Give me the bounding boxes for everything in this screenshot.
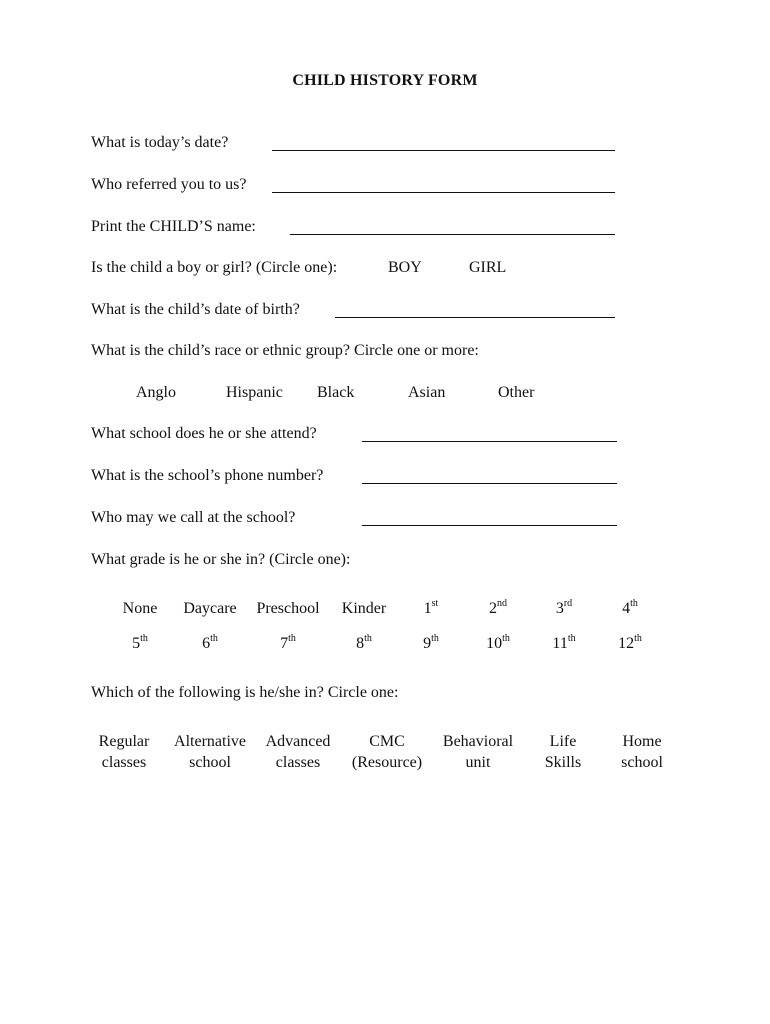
grade-option-label: 5 bbox=[132, 635, 141, 652]
question-class-type: Which of the following is he/she in? Circle one: bbox=[91, 684, 399, 701]
grade-option[interactable] bbox=[342, 600, 386, 618]
grade-option[interactable] bbox=[622, 600, 638, 618]
grade-option-label: Kinder bbox=[341, 600, 387, 617]
question-referred-by: Who referred you to us? bbox=[91, 176, 247, 193]
grade-option-label: 6 bbox=[202, 635, 211, 652]
grade-option-label: 4 bbox=[622, 600, 631, 617]
class-option-label: school bbox=[621, 754, 663, 771]
race-option-asian[interactable]: Asian bbox=[408, 384, 446, 401]
grade-option[interactable] bbox=[132, 635, 148, 653]
grade-option-label: Daycare bbox=[183, 600, 237, 617]
question-grade: What grade is he or she in? (Circle one): bbox=[91, 551, 351, 568]
class-option-label: school bbox=[189, 754, 231, 771]
grade-option-suffix: th bbox=[431, 633, 439, 644]
grade-option-suffix: th bbox=[502, 633, 510, 644]
race-option-black[interactable]: Black bbox=[317, 384, 355, 401]
race-option-other[interactable]: Other bbox=[498, 384, 535, 401]
school-phone-field[interactable] bbox=[362, 483, 617, 484]
grade-option[interactable] bbox=[423, 635, 439, 653]
referred-by-field[interactable] bbox=[272, 192, 615, 193]
grade-option-suffix: th bbox=[140, 633, 148, 644]
race-option-hispanic[interactable]: Hispanic bbox=[226, 384, 283, 401]
grade-option-label: 3 bbox=[555, 600, 564, 617]
grade-option[interactable] bbox=[202, 635, 218, 653]
question-sex: Is the child a boy or girl? (Circle one): bbox=[91, 259, 338, 276]
dob-field[interactable] bbox=[335, 317, 615, 318]
class-option-label: Regular bbox=[98, 733, 150, 750]
class-option[interactable] bbox=[99, 731, 150, 773]
todays-date-field[interactable] bbox=[272, 150, 615, 151]
grade-option-suffix: nd bbox=[497, 598, 507, 609]
grade-option[interactable] bbox=[256, 600, 319, 618]
class-option-label: Life bbox=[549, 733, 577, 750]
question-school-contact: Who may we call at the school? bbox=[91, 509, 296, 526]
class-option-label: classes bbox=[101, 754, 147, 771]
grade-option[interactable] bbox=[123, 600, 158, 618]
question-child-name: Print the CHILD’S name: bbox=[91, 218, 256, 235]
grade-option-suffix: th bbox=[567, 633, 576, 644]
school-contact-field[interactable] bbox=[362, 525, 617, 526]
grade-option-label: 12 bbox=[618, 635, 635, 652]
grade-option[interactable] bbox=[356, 635, 372, 653]
grade-option-label: 9 bbox=[423, 635, 432, 652]
grade-option[interactable] bbox=[280, 635, 296, 653]
grade-option[interactable] bbox=[556, 600, 572, 618]
class-option-label: CMC bbox=[369, 733, 405, 750]
grade-option[interactable] bbox=[489, 600, 507, 618]
class-option-label: Home bbox=[622, 733, 662, 750]
form-title: CHILD HISTORY FORM bbox=[292, 72, 478, 89]
question-race: What is the child’s race or ethnic group? Circle one or more: bbox=[91, 342, 479, 359]
grade-option-suffix: th bbox=[630, 598, 638, 609]
class-option-label: Alternative bbox=[174, 733, 246, 750]
sex-option-boy[interactable]: BOY bbox=[388, 259, 422, 276]
child-name-field[interactable] bbox=[290, 234, 615, 235]
grade-option-suffix: th bbox=[210, 633, 218, 644]
grade-option[interactable] bbox=[424, 600, 439, 618]
question-school: What school does he or she attend? bbox=[91, 425, 317, 442]
class-option[interactable] bbox=[621, 731, 663, 773]
question-dob: What is the child’s date of birth? bbox=[91, 301, 300, 318]
grade-option-label: None bbox=[122, 600, 158, 617]
grade-option-suffix: st bbox=[431, 598, 439, 609]
class-option-label: unit bbox=[465, 754, 491, 771]
class-option[interactable] bbox=[545, 731, 581, 773]
class-option[interactable] bbox=[352, 731, 422, 773]
class-option-label: Advanced bbox=[265, 733, 331, 750]
question-school-phone: What is the school’s phone number? bbox=[91, 467, 324, 484]
class-option-label: Behavioral bbox=[442, 733, 514, 750]
grade-option[interactable] bbox=[486, 635, 510, 653]
grade-option-label: 7 bbox=[280, 635, 289, 652]
sex-option-girl[interactable]: GIRL bbox=[469, 259, 507, 276]
grade-option-label: 11 bbox=[552, 635, 568, 652]
question-todays-date: What is today’s date? bbox=[91, 134, 229, 151]
grade-option-label: Preschool bbox=[256, 600, 320, 617]
class-option-label: Skills bbox=[544, 754, 582, 771]
class-option[interactable] bbox=[174, 731, 246, 773]
class-option[interactable] bbox=[443, 731, 513, 773]
grade-option-label: 8 bbox=[356, 635, 365, 652]
grade-option-label: 2 bbox=[489, 600, 497, 617]
grade-option-label: 1 bbox=[423, 600, 432, 617]
grade-option[interactable] bbox=[183, 600, 236, 618]
grade-option-label: 10 bbox=[486, 635, 503, 652]
race-option-anglo[interactable]: Anglo bbox=[136, 384, 176, 401]
grade-option[interactable] bbox=[552, 635, 575, 653]
class-option[interactable] bbox=[266, 731, 331, 773]
grade-option-suffix: rd bbox=[563, 598, 573, 609]
grade-option[interactable] bbox=[618, 635, 642, 653]
class-option-label: (Resource) bbox=[351, 754, 423, 771]
class-option-label: classes bbox=[275, 754, 321, 771]
school-field[interactable] bbox=[362, 441, 617, 442]
grade-option-suffix: th bbox=[364, 633, 372, 644]
grade-option-suffix: th bbox=[288, 633, 296, 644]
grade-option-suffix: th bbox=[634, 633, 642, 644]
